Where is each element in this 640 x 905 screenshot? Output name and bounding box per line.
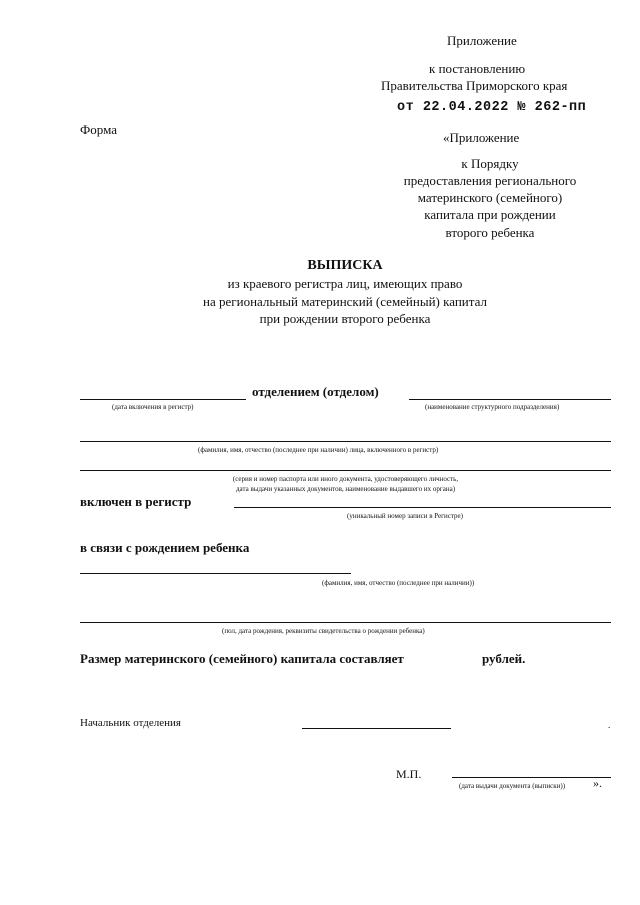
closing-quote: ».: [593, 776, 602, 790]
order-line-3: капитала при рождении: [424, 207, 556, 222]
number-sign: №: [517, 100, 527, 115]
birth-label: в связи с рождением ребенка: [80, 540, 250, 555]
date-prefix: от: [397, 100, 415, 115]
hint-child-fio: (фамилия, имя, отчество (последнее при наличии)): [322, 579, 475, 587]
child-fio-line: [80, 573, 351, 574]
hint-birth-details: (пол, дата рождения, реквизиты свидетельства о рождении ребенка): [222, 627, 425, 635]
seal-label: М.П.: [396, 767, 422, 781]
title-line-2: на региональный материнский (семейный) капитал: [203, 294, 487, 309]
issue-date-line: [452, 777, 611, 778]
included-label: включен в регистр: [80, 494, 192, 509]
government-label: Правительства Приморского края: [381, 78, 568, 93]
department-label: отделением (отделом): [252, 384, 379, 399]
order-line-1: предоставления регионального: [403, 173, 577, 188]
document-title: ВЫПИСКА: [307, 258, 383, 273]
title-line-1: из краевого регистра лиц, имеющих право: [227, 276, 463, 291]
resolution-date-line: [397, 100, 586, 115]
capital-label: Размер материнского (семейного) капитала составляет: [80, 651, 404, 666]
hint-record-number: (уникальный номер записи в Регистре): [347, 512, 463, 520]
title-line-3: при рождении второго ребенка: [259, 311, 431, 326]
person-fio-line: [80, 441, 611, 442]
order-line-2: материнского (семейного): [417, 190, 563, 205]
currency-label: рублей.: [482, 651, 526, 666]
attachment-label: Приложение: [447, 33, 517, 48]
order-label: к Порядку: [461, 156, 519, 171]
form-label: Форма: [80, 122, 117, 137]
head-label: Начальник отделения: [80, 717, 181, 729]
signature-line: [302, 728, 451, 729]
order-line-4: второго ребенка: [445, 225, 535, 240]
hint-passport-2: дата выдачи указанных документов, наименование выдавшего их органа): [235, 485, 456, 493]
hint-inclusion-date: (дата включения в регистр): [112, 403, 194, 411]
inclusion-date-line: [80, 399, 246, 400]
hint-passport-1: (серия и номер паспорта или иного документа, удостоверяющего личность,: [232, 475, 459, 483]
hint-department-name: (наименование структурного подразделения): [425, 403, 560, 411]
hint-issue-date: (дата выдачи документа (выписки)): [459, 782, 566, 790]
inner-attachment-label: «Приложение: [443, 130, 520, 145]
record-number-line: [234, 507, 611, 508]
hint-person-fio: (фамилия, имя, отчество (последнее при наличии) лица, включенного в регистр): [198, 446, 439, 454]
dot-mark: .: [608, 720, 611, 730]
resolution-label: к постановлению: [429, 61, 526, 76]
birth-details-line: [80, 622, 611, 623]
resolution-date: 22.04.2022: [422, 100, 509, 115]
passport-line: [80, 470, 611, 471]
department-name-line: [409, 399, 611, 400]
resolution-number: 262-пп: [534, 100, 587, 115]
